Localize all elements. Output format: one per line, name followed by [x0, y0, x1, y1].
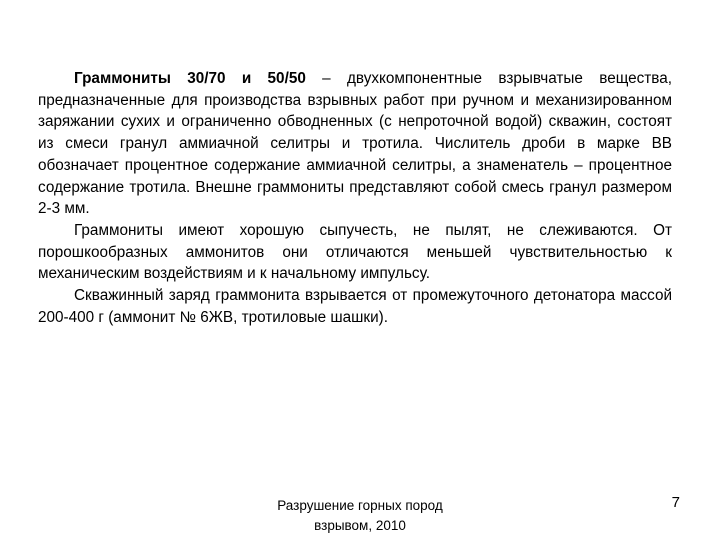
footer-caption	[240, 496, 480, 536]
body-text	[38, 68, 672, 328]
footer-line-2: взрывом, 2010	[314, 518, 406, 533]
page-number: 7	[671, 494, 680, 511]
term-grammonites: Граммониты 30/70 и 50/50	[74, 70, 306, 87]
paragraph-grammonite-definition	[38, 68, 672, 220]
paragraph-properties: Граммониты имеют хорошую сыпучесть, не пылят, не слеживаются. От порошкообразных аммонитов они отличаются меньшей чувствительностью к механическим воздействиям и к начальному импульсу.	[38, 221, 672, 283]
footer-line-1: Разрушение горных пород	[277, 498, 443, 513]
paragraph-initiation: Скважинный заряд граммонита взрывается от промежуточного детонатора массой 200-400 г (аммонит № 6ЖВ, тротиловые шашки).	[38, 287, 672, 326]
paragraph-1-text: – двухкомпонентные взрывчатые вещества, предназначенные для производства взрывных работ при ручном и механизированном заряжании сухих и ограниченно обводненных (с непроточной водой) скважин, состоят из смеси гранул аммиачной селитры и тротила. Числитель дроби в марке ВВ обозначает процентное содержание аммиачной селитры, а знаменатель – процентное содержание тротила. Внешне граммониты представляют собой смесь гранул размером 2-3 мм.	[38, 70, 672, 218]
